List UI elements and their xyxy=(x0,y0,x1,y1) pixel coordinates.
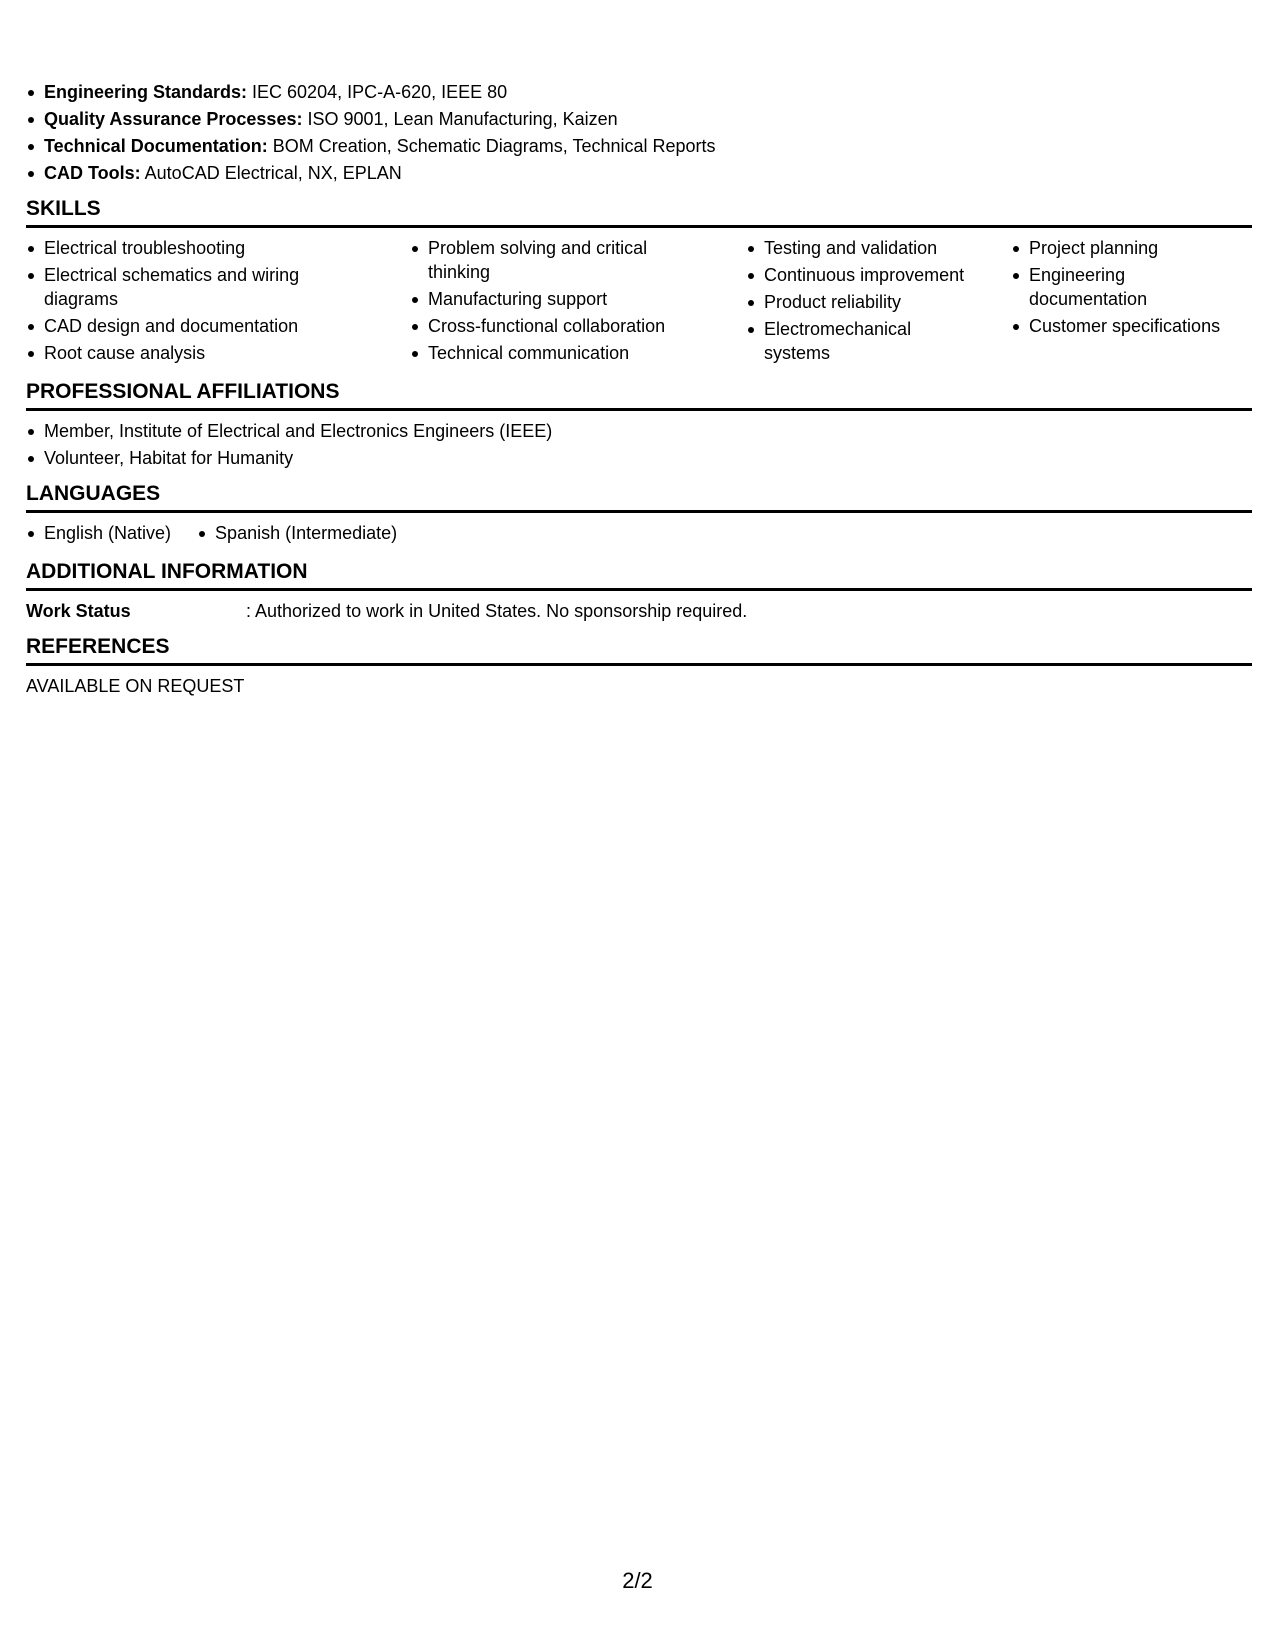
skills-column xyxy=(1011,236,1252,368)
technical-item xyxy=(26,80,1252,104)
resume-page xyxy=(26,80,1252,698)
skills-grid xyxy=(26,236,1252,368)
skill-item: CAD design and documentation xyxy=(26,314,410,338)
technical-item xyxy=(26,134,1252,158)
language-item: Spanish (Intermediate) xyxy=(197,521,397,545)
technical-label: Technical Documentation: xyxy=(44,136,268,156)
references-text: AVAILABLE ON REQUEST xyxy=(26,676,245,696)
technical-value: BOM Creation, Schematic Diagrams, Technical Reports xyxy=(267,136,716,156)
skill-item: Project planning xyxy=(1011,236,1252,260)
technical-label: Quality Assurance Processes: xyxy=(44,109,303,129)
skill-item: Continuous improvement xyxy=(746,263,1011,287)
skill-item: Testing and validation xyxy=(746,236,1011,260)
skills-column xyxy=(26,236,410,368)
affiliations-list xyxy=(26,419,1252,470)
skill-item: Electromechanical systems xyxy=(746,317,939,365)
page-number: 2/2 xyxy=(622,1568,653,1593)
technical-value: ISO 9001, Lean Manufacturing, Kaizen xyxy=(302,109,618,129)
skills-column xyxy=(410,236,746,368)
work-status-row xyxy=(26,599,1252,623)
work-status-label: Work Status xyxy=(26,601,131,621)
skill-item: Electrical schematics and wiring diagrams xyxy=(26,263,334,311)
languages-list xyxy=(26,521,1252,548)
skill-item: Problem solving and critical thinking xyxy=(410,236,678,284)
references-heading: REFERENCES xyxy=(26,633,1252,666)
technical-list xyxy=(26,80,1252,185)
affiliation-item: Volunteer, Habitat for Humanity xyxy=(26,446,1252,470)
language-item: English (Native) xyxy=(26,521,171,545)
technical-item xyxy=(26,161,1252,185)
languages-heading: LANGUAGES xyxy=(26,480,1252,513)
technical-value: IEC 60204, IPC-A-620, IEEE 80 xyxy=(247,82,508,102)
technical-item xyxy=(26,107,1252,131)
skills-column xyxy=(746,236,1011,368)
skill-item: Customer specifications xyxy=(1011,314,1252,338)
skill-item: Engineering documentation xyxy=(1011,263,1179,311)
work-status-value: : Authorized to work in United States. No sponsorship required. xyxy=(246,601,748,621)
technical-value: AutoCAD Electrical, NX, EPLAN xyxy=(140,163,402,183)
affiliation-item: Member, Institute of Electrical and Electronics Engineers (IEEE) xyxy=(26,419,1252,443)
skill-item: Product reliability xyxy=(746,290,1011,314)
affiliations-heading: PROFESSIONAL AFFILIATIONS xyxy=(26,378,1252,411)
skill-item: Cross-functional collaboration xyxy=(410,314,746,338)
additional-info-heading: ADDITIONAL INFORMATION xyxy=(26,558,1252,591)
skills-heading: SKILLS xyxy=(26,195,1252,228)
skill-item: Root cause analysis xyxy=(26,341,410,365)
technical-label: CAD Tools: xyxy=(44,163,141,183)
skill-item: Technical communication xyxy=(410,341,746,365)
skill-item: Electrical troubleshooting xyxy=(26,236,410,260)
skill-item: Manufacturing support xyxy=(410,287,746,311)
technical-label: Engineering Standards: xyxy=(44,82,248,102)
